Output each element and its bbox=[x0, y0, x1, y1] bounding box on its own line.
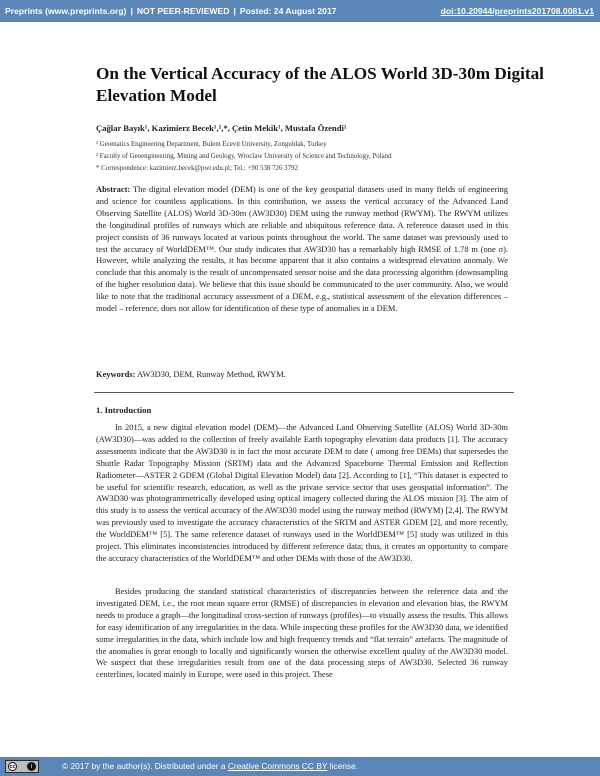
header-left bbox=[5, 6, 337, 16]
preprint-header-bar bbox=[0, 0, 600, 22]
doi-link[interactable]: doi:10.20944/preprints201708.0081.v1 bbox=[440, 6, 594, 16]
keywords-label: Keywords: bbox=[96, 369, 136, 379]
affiliation-2: ² Faculty of Geoengineering, Mining and Geology, Wroclaw University of Science and Technology, Poland bbox=[96, 153, 392, 160]
paragraph: In 2015, a new digital elevation model (DEM)—the Advanced Land Observing Satellite (ALOS) World 3D-30m (AW3D30)—was added to the collection of freely available Earth topography elevation data products [1]. The accuracy assessments indicate that the AW3D30 is in fact the most accurate DEM to date ( among free DEMs) that supersedes the Shuttle Radar Topography Mission (SRTM) data and the Advanced Spaceborne Thermal Emission and Reflection Radiometer—ASTER 2 GDEM (Global Digital Elevation Model) data [2]. According to [1], “This dataset is expected to be useful for scientific research, education, as well as the private service sector that uses geospatial information”. The AW3D30 was photogrammetrically developed using optical imagery collected during the ALOS mission [3]. The aim of this study is to assess the vertical accuracy of the AW3D30 model using the runway method (RWYM) [2,4]. The RWYM was previously used to investigate the accuracy characteristics of the SRTM and ASTER GDEM [2], and more recently, the WorldDEM™ [5]. The same reference dataset of runways used in the WorldDEM™ [5] study was utilized in this project. This eliminates inconsistencies introduced by different reference data; thus, it creates an opportunity to compare the accuracy characteristics of the WorldDEM™ and other DEMs with those of the AW3D30. bbox=[96, 422, 508, 563]
separator: | bbox=[130, 6, 133, 16]
attribution-person-icon: i bbox=[27, 762, 36, 771]
license-prefix: © 2017 by the author(s). Distributed under a bbox=[62, 761, 226, 771]
section-heading: 1. Introduction bbox=[96, 405, 152, 415]
cc-by-badge[interactable] bbox=[5, 760, 39, 773]
license-text bbox=[62, 761, 358, 771]
keywords bbox=[96, 369, 508, 379]
abstract-text: The digital elevation model (DEM) is one of the key geospatial datasets used in many fields of engineering and science for countless applications. In this contribution, we assess the vertical accuracy of the Advanced Land Observing Satellite (ALOS) World 3D-30m (AW3D30) DEM using the runway method (RWYM). The RWYM utilizes the longitudinal profiles of runways which are reliable and ubiquitous reference data. A reference dataset used in this project consists of 36 runways located at various points throughout the world. The same dataset was previously used to test the accuracy of WorldDEM™. Our study indicates that AW3D30 has a remarkably high RMSE of 1.78 m (one σ). However, while analyzing the results, it has become apparent that it also contains a widespread elevation anomaly. We conclude that this anomaly is the result of uncompensated sensor noise and the data processing algorithm (downsampling of the higher resolution data). We believe that this issue should be communicated to the user community. Also, we would like to note that the traditional accuracy assessment of a DEM, e.g., statistical assessment of the elevation differences – model – reference, does not allow for identification of these type of anomalies in a DEM. bbox=[96, 184, 508, 314]
paper-title: On the Vertical Accuracy of the ALOS World 3D-30m Digital Elevation Model bbox=[96, 64, 544, 105]
abstract-label: Abstract: bbox=[96, 184, 131, 194]
correspondence: * Correspondence: kazimierz.becek@pwr.edu.pl; Tel.: +90 538 726 3792 bbox=[96, 165, 298, 172]
site-link[interactable]: Preprints (www.preprints.org) bbox=[5, 6, 127, 16]
cc-by-link[interactable]: Creative Commons CC BY bbox=[227, 761, 328, 771]
license-suffix: license. bbox=[329, 761, 359, 771]
affiliation-1: ¹ Geomatics Engineering Department, Bulent Ecevit University, Zonguldak, Turkey bbox=[96, 141, 327, 148]
license-footer bbox=[0, 757, 600, 776]
abstract bbox=[96, 184, 508, 315]
keywords-text: AW3D30, DEM, Runway Method, RWYM. bbox=[137, 369, 286, 379]
cc-icon: cc bbox=[9, 763, 16, 770]
review-status: NOT PEER-REVIEWED bbox=[136, 6, 230, 16]
author-list: Çağlar Bayık¹, Kazimierz Becek¹,²,*, Çetin Mekik¹, Mustafa Özendi¹ bbox=[96, 123, 347, 133]
separator: | bbox=[233, 6, 236, 16]
paragraph: Besides producing the standard statistical characteristics of discrepancies between the reference data and the investigated DEM, i.e., the root mean square error (RMSE) of discrepancies in elevation and elevation bias, the RWYM needs to produce a graph—the longitudinal cross-section of runways (profiles)—to visually assess the results. This allows for easy identification of any irregularities in the data. While inspecting these profiles for the AW3D30 data, we identified some irregularities in the data, which include low and high frequency trends and “flat terrain” artefacts. The magnitude of the anomalies is great enough to locally and significantly worsen the otherwise excellent quality of the AW3D30 model. We suspect that these irregularities result from one of the data processing steps of AW3D30. Selected 36 runway centerlines, located mainly in Europe, were used in this project. These bbox=[96, 586, 508, 680]
posted-date: Posted: 24 August 2017 bbox=[239, 6, 337, 16]
divider bbox=[94, 392, 514, 393]
